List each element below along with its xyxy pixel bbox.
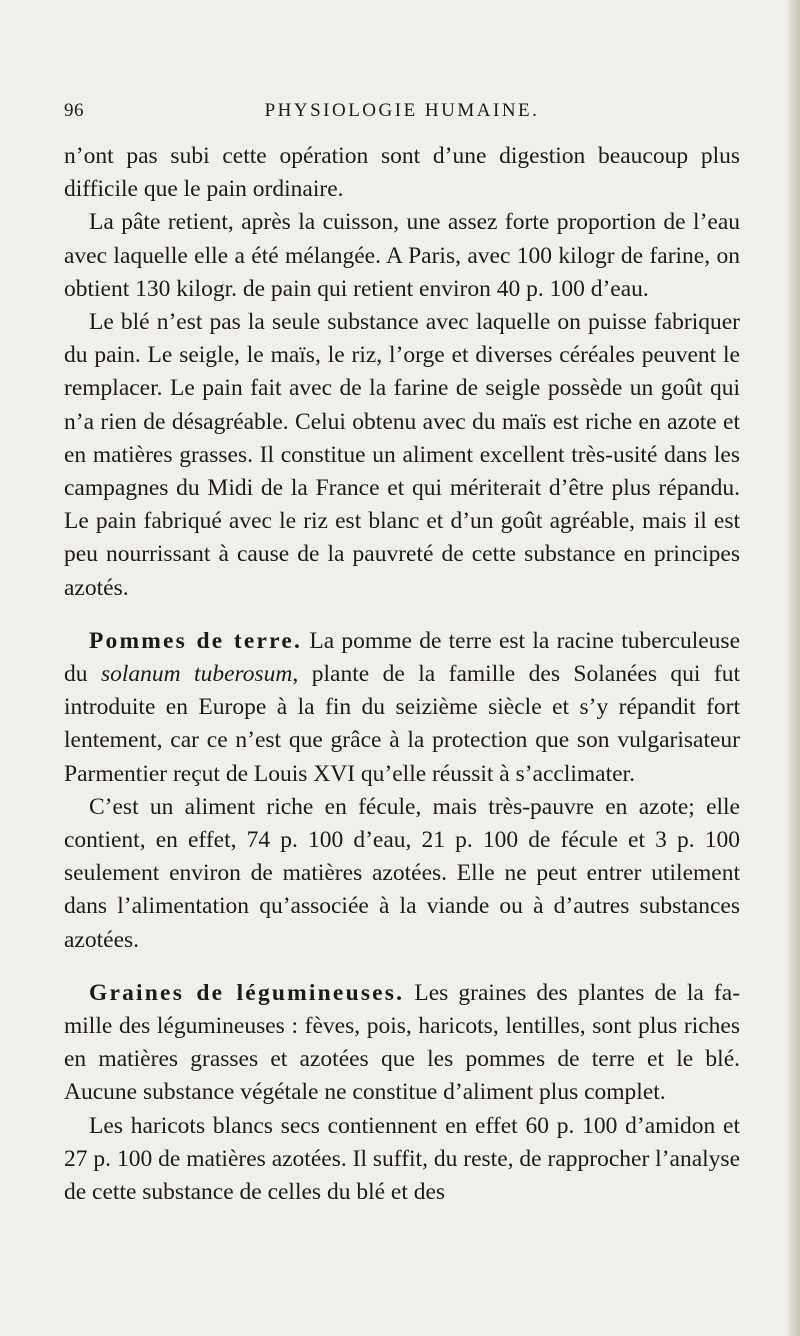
body-text (64, 140, 740, 1209)
running-title: PHYSIOLOGIE HUMAINE. (264, 100, 540, 121)
paragraph-graines-de-legumineuses (64, 977, 740, 1110)
paragraph-4-text-a: La pomme de terre est la racine tuberculeuse du (64, 627, 741, 688)
page-number: 96 (64, 100, 84, 121)
paragraph-pommes-de-terre (64, 625, 740, 791)
paragraph-5: C’est un aliment riche en fécule, mais très-pauvre en azote; elle contient, en effet, 74 p. 100 d’eau, 21 p. 100 de fécule et 3 p. 100 seulement environ de matières azotées. Elle ne peut entrer utilement dans l’alimentation qu’associée à la viande ou à d’autres substances azotées. (64, 793, 740, 953)
paragraph-1: n’ont pas subi cette opération sont d’une digestion beaucoup plus difficile que le pain ordinaire. (64, 143, 740, 203)
section-heading-graines: Graines de légumineuses. (89, 979, 405, 1006)
page-header (64, 100, 740, 130)
section-heading-pommes-de-terre: Pommes de terre. (89, 627, 303, 654)
paragraph-6-text: Les graines des plantes de la famille des légumineuses : fèves, pois, haricots, lentilles, sont plus riches en matières grasses et azotées que les pommes de terre et le blé. Aucune substance végétale ne constitue d’aliment plus complet. (64, 979, 741, 1106)
page-edge-shadow (786, 0, 800, 1336)
paragraph-3: Le blé n’est pas la seule substance avec laquelle on puisse fabriquer du pain. Le seigle, le maïs, le riz, l’orge et diverses céréales peuvent le remplacer. Le pain fait avec de la farine de seigle possède un goût qui n’a rien de désagréable. Celui obtenu avec du maïs est riche en azote et en matières grasses. Il constitue un aliment excellent très-usité dans les campagnes du Midi de la France et qui mériterait d’être plus répandu. Le pain fabriqué avec le riz est blanc et d’un goût agréable, mais il est peu nourrissant à cause de la pauvreté de cette substance en principes azotés. (64, 309, 740, 601)
latin-name: solanum tuberosum (100, 661, 293, 688)
paragraph-4-text-b: , plante de la famille des Solanées qui fut introduite en Europe à la fin du seizième siècle et s’y répandit fort lentement, car ce n’est que grâce à la protection que son vulgarisateur Parmentier reçut de Louis XVI qu’elle réussit à s’acclimater. (64, 661, 740, 787)
paragraph-7: Les haricots blancs secs contiennent en effet 60 p. 100 d’amidon et 27 p. 100 de matières azotées. Il suffit, du reste, de rapprocher l’analyse de cette substance de celles du blé et des (64, 1112, 740, 1206)
paragraph-2: La pâte retient, après la cuisson, une assez forte proportion de l’eau avec laquelle elle a été mélangée. A Paris, avec 100 kilogr de farine, on obtient 130 kilogr. de pain qui retient environ 40 p. 100 d’eau. (64, 209, 740, 302)
